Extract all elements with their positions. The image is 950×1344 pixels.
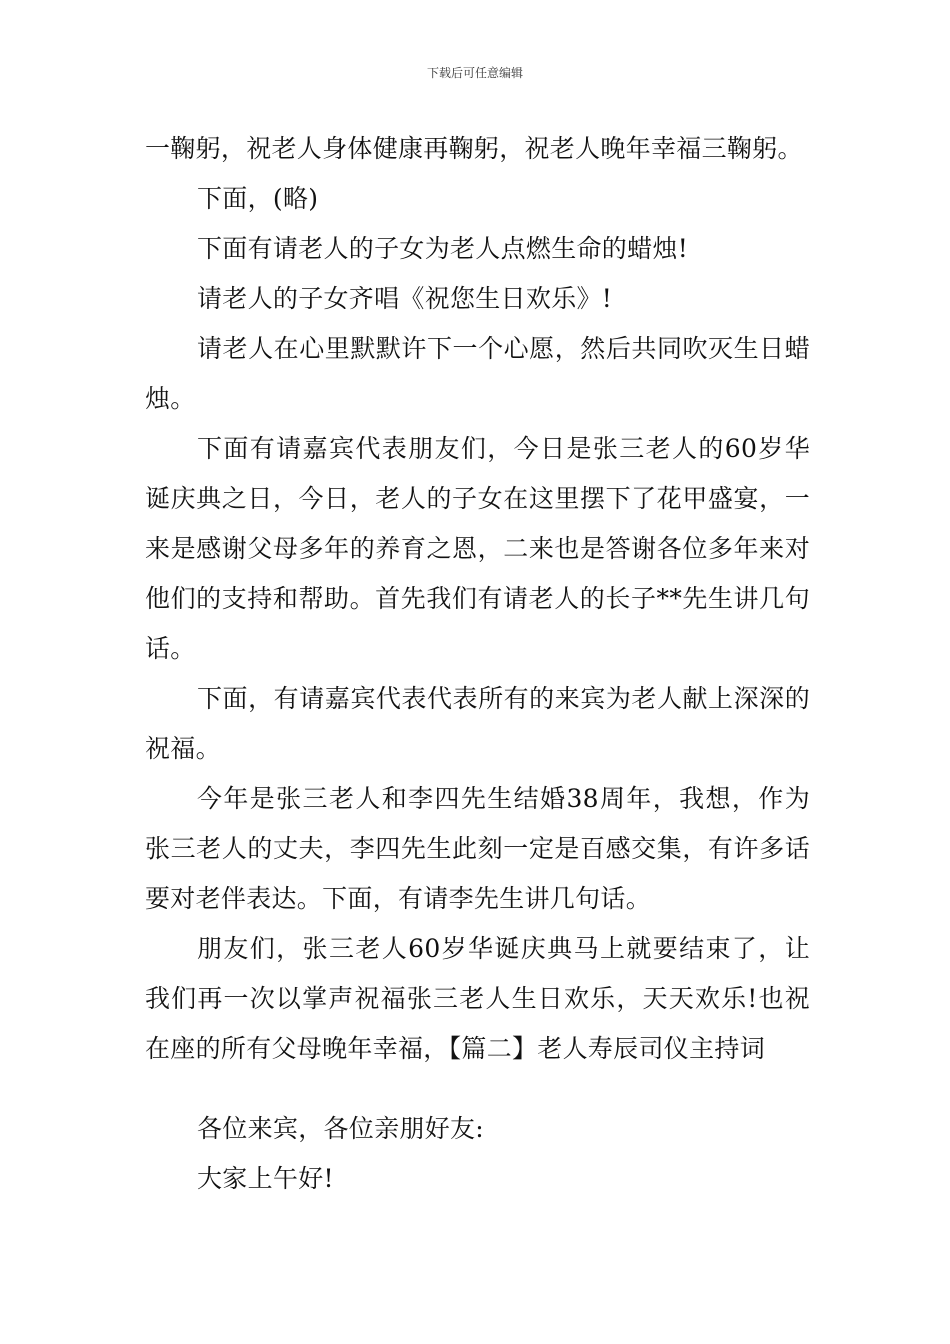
paragraph-gap <box>145 1074 810 1104</box>
page-header: 下载后可任意编辑 <box>426 66 523 80</box>
paragraph-closing: 朋友们，张三老人60岁华诞庆典马上就要结束了，让我们再一次以掌声祝福张三老人生日欢乐，天天欢乐!也祝在座的所有父母晚年幸福，【篇二】老人寿辰司仪主持词 <box>145 934 810 1063</box>
paragraph-omitted: 下面，(略) <box>197 184 319 213</box>
document-body <box>145 124 810 1204</box>
paragraph-greeting: 各位来宾，各位亲朋好友: <box>197 1114 485 1143</box>
paragraph-make-wish: 请老人在心里默默许下一个心愿，然后共同吹灭生日蜡烛。 <box>145 334 810 413</box>
paragraph-good-morning: 大家上午好! <box>197 1164 334 1193</box>
paragraph-eldest-son-speech: 下面有请嘉宾代表朋友们，今日是张三老人的60岁华诞庆典之日，今日，老人的子女在这里摆下了花甲盛宴，一来是感谢父母多年的养育之恩，二来也是答谢各位多年来对他们的支持和帮助。首先我们有请老人的长子**先生讲几句话。 <box>145 434 810 663</box>
paragraph-guest-blessing: 下面，有请嘉宾代表代表所有的来宾为老人献上深深的祝福。 <box>145 684 810 763</box>
paragraph-husband-speech: 今年是张三老人和李四先生结婚38周年，我想，作为张三老人的丈夫，李四先生此刻一定是百感交集，有许多话要对老伴表达。下面，有请李先生讲几句话。 <box>145 784 810 913</box>
paragraph-light-candles: 下面有请老人的子女为老人点燃生命的蜡烛! <box>197 234 689 263</box>
paragraph-sing-birthday: 请老人的子女齐唱《祝您生日欢乐》! <box>197 284 613 313</box>
paragraph-continued-bows: 一鞠躬，祝老人身体健康再鞠躬，祝老人晚年幸福三鞠躬。 <box>145 134 803 163</box>
